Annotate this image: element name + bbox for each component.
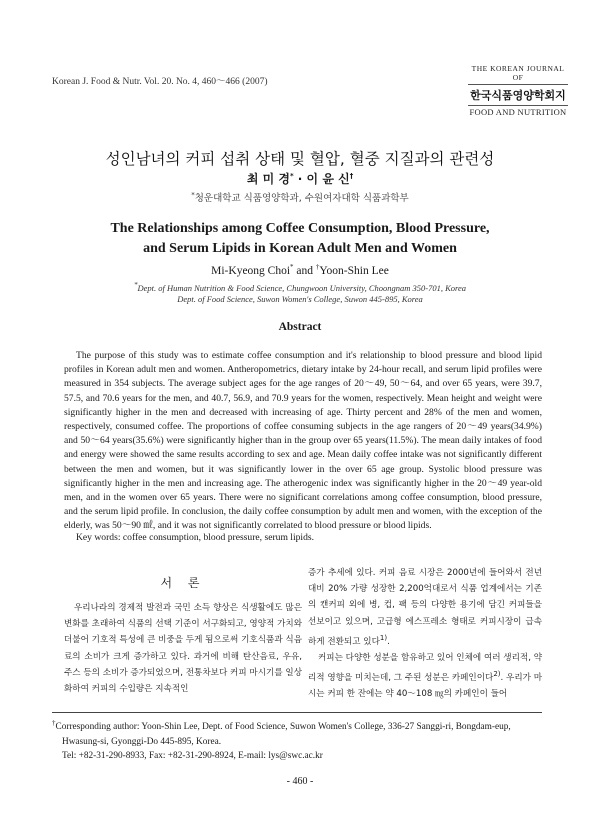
- journal-logo: [468, 64, 568, 117]
- author-en-1-mark: *: [290, 263, 294, 271]
- reference-2: 2): [493, 670, 501, 679]
- footnote-line2: Hwasung-si, Gyonggi-Do 445-895, Korea.: [62, 736, 222, 747]
- section-heading-introduction: 서 론: [160, 576, 206, 590]
- journal-name-line1: THE KOREAN JOURNAL OF: [468, 64, 568, 85]
- intro-right-paragraph-2: [308, 650, 542, 702]
- author-ko-1: 최 미 경: [246, 172, 290, 186]
- keywords: Key words: coffee consumption, blood pressure, serum lipids.: [76, 532, 315, 543]
- title-english-line1: The Relationships among Coffee Consumption, Blood Pressure,: [110, 221, 490, 236]
- affiliation-en-text-1: Dept. of Human Nutrition & Food Science, Chungwoon University, Choongnam 350-701, Korea: [137, 282, 467, 293]
- affiliation-ko-text: 청운대학교 식품영양학과, 수원여자대학 식품과학부: [194, 193, 409, 204]
- intro-left-column: 우리나라의 경제적 발전과 국민 소득 향상은 식생활에도 많은 변화를 초래하여 식품의 선택 기준이 서구화되고, 영양적 가치와 더불어 기호적 특성에 큰 비중을 두게 됨으로써 기호식품과 식음료의 소비가 크게 증가하고 있다. 과거에 비해 탄산음료, 우유, 주스 등의 소비가 증가되었으며, 전통차보다 커피 마시기를 일상화하여 커피의 수입량은 지속적인: [64, 603, 302, 695]
- corresponding-author-footnote: [52, 716, 552, 764]
- footnote-line3: Tel: +82-31-290-8933, Fax: +82-31-290-8924, E-mail: lys@swc.ac.kr: [62, 751, 323, 762]
- author-ko-1-mark: *: [289, 172, 294, 180]
- title-english-line2: and Serum Lipids in Korean Adult Men and Women: [143, 241, 457, 256]
- affiliation-english-line1: [0, 281, 600, 293]
- abstract-body: The purpose of this study was to estimate coffee consumption and it's relationship to blood pressure and blood lipid profiles in Korean adult men and women. Antheropometrics, dietary intake by 24-hour recall, and serum lipid profiles were measured in 354 subjects. The average subject ages for the age ranges of 20～49, 50～64, and over 65 years, were 39.7, 57.5, and 70.6 years for the men, and 40.7, 56.9, and 70.9 years for the women, respectively. Mean height and weight were significantly higher in the men and decreased with increasing of age. Thirty percent and 28% of the men and women, respectively, consumed coffee. The proportions of coffee consuming subjects in the age rangers of 20～49 years(34.9%) and 50～64 years(35.6%) were significantly higher than in the group over 65 years(11.5%). The mean daily intakes of food and energy were showed the same results according to sex and age. Mean daily coffee intake was not significantly different between the men and women, but it was significantly lower in the over 65 age group. Systolic blood pressure was significantly higher in the men and increasing age. The atherogenic index was significantly higher in the 20～49 year-old men, and in the women over 65 years. There were no significant correlations among coffee consumption, blood pressure, and the serum lipid profile. In conclusion, the daily coffee consumption by adult men and women, with the exception of the elderly, was 50～90 ㎖, and it was not significantly correlated to blood pressure or blood lipids.: [64, 350, 542, 532]
- journal-name-line3: FOOD AND NUTRITION: [469, 107, 567, 117]
- author-ko-separator: ·: [293, 172, 307, 186]
- author-ko-2: 이 윤 신: [306, 172, 350, 186]
- footnote-mark: †: [52, 719, 56, 727]
- footnote-text-1: Corresponding author: Yoon-Shin Lee, Dept. of Food Science, Suwon Women's College, 336-27 Sanggi-ri, Bongdam-eup,: [55, 722, 511, 733]
- footnote-line1: [52, 716, 552, 735]
- authors-english: [0, 263, 600, 277]
- intro-right-text-1: 증가 추세에 있다. 커피 음료 시장은 2000년에 들어와서 전년 대비 20% 가량 성장한 2,200억대로서 식품 업계에서는 기존의 캔커피 외에 병, 컵, 팩 등의 다양한 용기에 담긴 커피들을 선보이고 있으며, 고급형 에스프레소 형태로 커피시장이 급속하게 전환되고 있다: [308, 568, 542, 647]
- page-number: - 460 -: [286, 776, 314, 787]
- intro-right-text-1-end: .: [387, 636, 390, 647]
- title-korean: 성인남녀의 커피 섭취 상태 및 혈압, 혈중 지질과의 관련성: [105, 150, 495, 168]
- affiliation-en-mark: *: [133, 281, 138, 289]
- affiliation-english-line2: Dept. of Food Science, Suwon Women's College, Suwon 445-895, Korea: [177, 294, 423, 304]
- intro-right-column: [308, 565, 542, 702]
- author-en-2: Yoon-Shin Lee: [319, 264, 389, 277]
- authors-korean: [0, 170, 600, 187]
- journal-name-korean: 한국식품영양학회지: [470, 89, 566, 102]
- author-en-1: Mi-Kyeong Choi: [211, 264, 291, 277]
- intro-right-paragraph-1: [308, 565, 542, 650]
- affiliation-korean: [0, 190, 600, 204]
- journal-citation: Korean J. Food & Nutr. Vol. 20. No. 4, 460～466 (2007): [52, 77, 268, 87]
- author-en-2-mark: †: [315, 263, 320, 271]
- footnote-divider: [52, 712, 542, 713]
- author-en-separator: and: [293, 264, 316, 277]
- intro-right-text-2b: . 우리가 마시는 커피 한 잔에는 약 40～108 ㎎의 카페인이 들어: [308, 672, 542, 700]
- reference-1: 1): [379, 633, 388, 642]
- intro-right-text-2: 커피는 다양한 성분을 함유하고 있어 인체에 여러 생리적, 약리적 영향을 미치는데, 그 주된 성분은 카페인이다: [308, 652, 542, 683]
- abstract-heading: Abstract: [278, 321, 322, 333]
- affiliation-ko-mark: *: [191, 190, 195, 199]
- author-ko-2-mark: †: [349, 172, 354, 180]
